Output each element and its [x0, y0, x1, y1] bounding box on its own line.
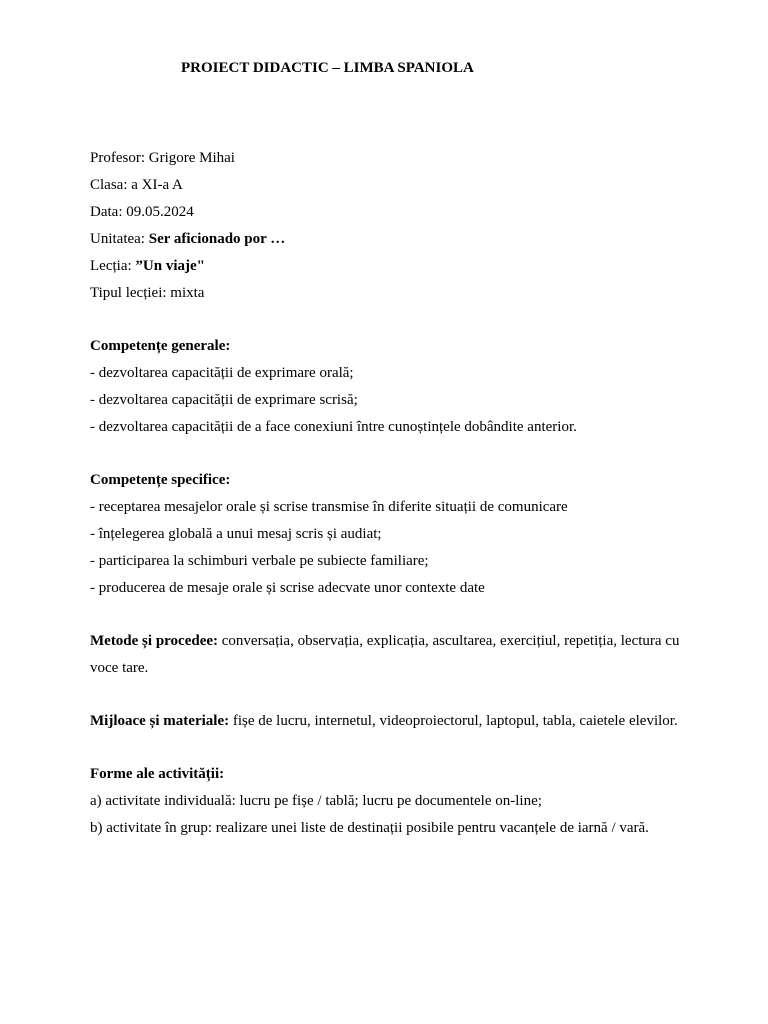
spacer	[90, 735, 680, 761]
clasa-line: Clasa: a XI-a A	[90, 177, 183, 193]
lectia-line	[90, 253, 680, 280]
forme-heading-text: Forme ale activității:	[90, 766, 225, 782]
forme-item: b) activitate în grup: realizare unei liste de destinații posibile pentru vacanțele de iarnă / vară.	[90, 820, 649, 836]
mijloace-paragraph	[90, 708, 680, 735]
lectia-value: ”Un viaje"	[135, 258, 205, 274]
metode-paragraph	[90, 628, 680, 682]
competente-generale-item: - dezvoltarea capacității de a face conexiuni între cunoștințele dobândite anterior.	[90, 419, 577, 435]
tipul-line: Tipul lecției: mixta	[90, 285, 205, 301]
forme-item: a) activitate individuală: lucru pe fișe / tablă; lucru pe documentele on-line;	[90, 793, 542, 809]
document-body	[90, 145, 680, 842]
competente-specifice-item: - receptarea mesajelor orale și scrise transmise în diferite situații de comunicare	[90, 499, 568, 515]
document-title: PROIECT DIDACTIC – LIMBA SPANIOLA	[181, 60, 474, 76]
profesor-line: Profesor: Grigore Mihai	[90, 150, 235, 166]
competente-generale-heading-text: Competențe generale:	[90, 338, 231, 354]
competente-specifice-heading-text: Competențe specifice:	[90, 472, 231, 488]
unitatea-line	[90, 226, 680, 253]
competente-specifice-item: - participarea la schimburi verbale pe subiecte familiare;	[90, 553, 429, 569]
mijloace-label: Mijloace și materiale:	[90, 713, 230, 729]
forme-heading	[90, 761, 680, 788]
data-line: Data: 09.05.2024	[90, 204, 194, 220]
spacer	[90, 441, 680, 467]
competente-specifice-heading	[90, 467, 680, 494]
spacer	[90, 602, 680, 628]
metode-label: Metode și procedee:	[90, 633, 219, 649]
competente-generale-heading	[90, 333, 680, 360]
spacer	[90, 307, 680, 333]
unitatea-label: Unitatea:	[90, 231, 149, 247]
competente-generale-item: - dezvoltarea capacității de exprimare scrisă;	[90, 392, 358, 408]
competente-specifice-item: - înțelegerea globală a unui mesaj scris și audiat;	[90, 526, 382, 542]
competente-specifice-item: - producerea de mesaje orale și scrise adecvate unor contexte date	[90, 580, 485, 596]
spacer	[90, 682, 680, 708]
lectia-label: Lecția:	[90, 258, 136, 274]
unitatea-value: Ser aficionado por …	[148, 231, 286, 247]
mijloace-text: fișe de lucru, internetul, videoproiectorul, laptopul, tabla, caietele elevilor.	[229, 713, 678, 729]
competente-generale-item: - dezvoltarea capacității de exprimare orală;	[90, 365, 354, 381]
metode-text: conversația, observația, explicația, ascultarea, exercițiul, repetiția, lectura cu voce tare.	[90, 633, 680, 676]
